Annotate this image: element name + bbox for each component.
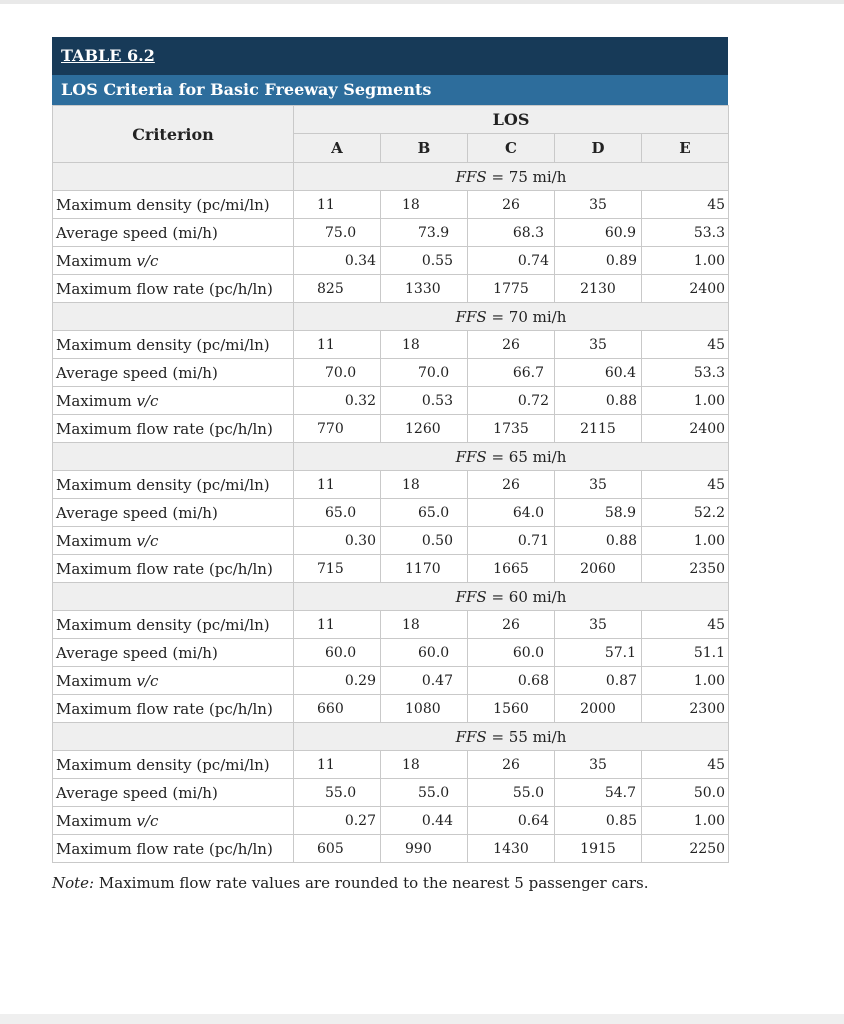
value-cell: 11 (294, 471, 381, 499)
note-text: Maximum flow rate values are rounded to the nearest 5 passenger cars. (94, 874, 649, 892)
value-cell: 1.00 (642, 247, 729, 275)
value-cell: 35 (555, 471, 642, 499)
table-row (53, 555, 729, 583)
value-cell: 60.4 (555, 359, 642, 387)
value-cell: 0.74 (468, 247, 555, 275)
table-row (53, 695, 729, 723)
value-cell: 715 (294, 555, 381, 583)
value-cell: 68.3 (468, 219, 555, 247)
value-cell: 53.3 (642, 359, 729, 387)
value-cell: 1915 (555, 835, 642, 863)
ffs-value: = 65 mi/h (491, 447, 567, 466)
criterion-cell (53, 527, 294, 555)
value-cell: 66.7 (468, 359, 555, 387)
ffs-label: FFS (455, 447, 487, 466)
value-cell: 1.00 (642, 527, 729, 555)
value-cell: 18 (381, 751, 468, 779)
value-cell: 18 (381, 191, 468, 219)
value-cell: 70.0 (294, 359, 381, 387)
value-cell: 0.27 (294, 807, 381, 835)
value-cell: 1330 (381, 275, 468, 303)
value-cell: 35 (555, 611, 642, 639)
value-cell: 1775 (468, 275, 555, 303)
criterion-prefix: Maximum (56, 531, 137, 550)
ffs-blank-cell (53, 163, 294, 191)
value-cell: 2350 (642, 555, 729, 583)
value-cell: 1665 (468, 555, 555, 583)
value-cell: 26 (468, 611, 555, 639)
table-row (53, 247, 729, 275)
table-row (53, 471, 729, 499)
value-cell: 2000 (555, 695, 642, 723)
table-row (53, 499, 729, 527)
value-cell: 53.3 (642, 219, 729, 247)
value-cell: 11 (294, 191, 381, 219)
table-row (53, 191, 729, 219)
ffs-heading (294, 723, 729, 751)
value-cell: 45 (642, 751, 729, 779)
ffs-label: FFS (455, 587, 487, 606)
los-column-header: B (381, 134, 468, 163)
top-bar (0, 0, 844, 4)
value-cell: 0.44 (381, 807, 468, 835)
criterion-prefix: Maximum (56, 251, 137, 270)
criterion-cell: Average speed (mi/h) (53, 359, 294, 387)
criterion-cell: Maximum density (pc/mi/ln) (53, 331, 294, 359)
criterion-variable: v/c (136, 391, 159, 410)
value-cell: 55.0 (294, 779, 381, 807)
ffs-heading (294, 583, 729, 611)
table-note (52, 874, 752, 892)
value-cell: 0.68 (468, 667, 555, 695)
criterion-cell: Maximum flow rate (pc/h/ln) (53, 835, 294, 863)
value-cell: 0.53 (381, 387, 468, 415)
value-cell: 0.71 (468, 527, 555, 555)
value-cell: 18 (381, 471, 468, 499)
los-table-container (52, 37, 728, 863)
value-cell: 2130 (555, 275, 642, 303)
criterion-cell: Maximum density (pc/mi/ln) (53, 611, 294, 639)
criterion-variable: v/c (136, 811, 159, 830)
value-cell: 1.00 (642, 667, 729, 695)
value-cell: 65.0 (381, 499, 468, 527)
ffs-value: = 55 mi/h (491, 727, 567, 746)
value-cell: 65.0 (294, 499, 381, 527)
value-cell: 60.0 (294, 639, 381, 667)
ffs-label: FFS (455, 167, 487, 186)
value-cell: 60.0 (381, 639, 468, 667)
value-cell: 55.0 (468, 779, 555, 807)
value-cell: 0.55 (381, 247, 468, 275)
value-cell: 18 (381, 611, 468, 639)
value-cell: 64.0 (468, 499, 555, 527)
ffs-section-row (53, 163, 729, 191)
ffs-value: = 75 mi/h (491, 167, 567, 186)
value-cell: 0.30 (294, 527, 381, 555)
value-cell: 0.87 (555, 667, 642, 695)
criterion-cell: Average speed (mi/h) (53, 639, 294, 667)
ffs-blank-cell (53, 443, 294, 471)
value-cell: 45 (642, 191, 729, 219)
value-cell: 0.72 (468, 387, 555, 415)
value-cell: 35 (555, 191, 642, 219)
criterion-cell: Maximum density (pc/mi/ln) (53, 751, 294, 779)
criterion-cell: Average speed (mi/h) (53, 219, 294, 247)
table-row (53, 807, 729, 835)
value-cell: 605 (294, 835, 381, 863)
value-cell: 58.9 (555, 499, 642, 527)
value-cell: 70.0 (381, 359, 468, 387)
ffs-section-row (53, 723, 729, 751)
los-column-header: C (468, 134, 555, 163)
value-cell: 0.88 (555, 527, 642, 555)
table-label: TABLE 6.2 (52, 37, 728, 75)
value-cell: 11 (294, 331, 381, 359)
ffs-section-row (53, 583, 729, 611)
los-column-header: D (555, 134, 642, 163)
table-row (53, 835, 729, 863)
value-cell: 0.88 (555, 387, 642, 415)
los-column-header: E (642, 134, 729, 163)
value-cell: 54.7 (555, 779, 642, 807)
criterion-cell: Maximum flow rate (pc/h/ln) (53, 555, 294, 583)
criterion-cell (53, 667, 294, 695)
table-row (53, 611, 729, 639)
criterion-variable: v/c (136, 251, 159, 270)
value-cell: 26 (468, 751, 555, 779)
criterion-variable: v/c (136, 531, 159, 550)
ffs-heading (294, 163, 729, 191)
value-cell: 26 (468, 191, 555, 219)
criterion-prefix: Maximum (56, 391, 137, 410)
value-cell: 770 (294, 415, 381, 443)
value-cell: 1260 (381, 415, 468, 443)
ffs-blank-cell (53, 303, 294, 331)
table-row (53, 359, 729, 387)
value-cell: 57.1 (555, 639, 642, 667)
ffs-blank-cell (53, 723, 294, 751)
table-row (53, 527, 729, 555)
ffs-heading (294, 443, 729, 471)
ffs-blank-cell (53, 583, 294, 611)
value-cell: 26 (468, 471, 555, 499)
value-cell: 1170 (381, 555, 468, 583)
value-cell: 45 (642, 331, 729, 359)
criterion-prefix: Maximum (56, 671, 137, 690)
criterion-cell (53, 247, 294, 275)
value-cell: 75.0 (294, 219, 381, 247)
table-row (53, 639, 729, 667)
value-cell: 35 (555, 751, 642, 779)
criterion-cell (53, 387, 294, 415)
los-group-header: LOS (294, 106, 729, 134)
criterion-variable: v/c (136, 671, 159, 690)
note-label: Note: (52, 874, 95, 892)
value-cell: 2400 (642, 275, 729, 303)
value-cell: 2060 (555, 555, 642, 583)
ffs-value: = 60 mi/h (491, 587, 567, 606)
value-cell: 0.85 (555, 807, 642, 835)
criterion-header: Criterion (53, 106, 294, 163)
criterion-cell: Maximum density (pc/mi/ln) (53, 191, 294, 219)
table-row (53, 275, 729, 303)
value-cell: 825 (294, 275, 381, 303)
value-cell: 0.64 (468, 807, 555, 835)
value-cell: 0.89 (555, 247, 642, 275)
table-caption: LOS Criteria for Basic Freeway Segments (52, 75, 728, 105)
value-cell: 660 (294, 695, 381, 723)
los-table (52, 105, 729, 863)
value-cell: 11 (294, 611, 381, 639)
criterion-cell: Average speed (mi/h) (53, 499, 294, 527)
value-cell: 0.29 (294, 667, 381, 695)
value-cell: 0.34 (294, 247, 381, 275)
value-cell: 55.0 (381, 779, 468, 807)
value-cell: 45 (642, 611, 729, 639)
table-row (53, 751, 729, 779)
value-cell: 52.2 (642, 499, 729, 527)
ffs-section-row (53, 303, 729, 331)
value-cell: 1735 (468, 415, 555, 443)
table-row (53, 667, 729, 695)
los-column-header: A (294, 134, 381, 163)
ffs-label: FFS (455, 727, 487, 746)
criterion-cell: Maximum flow rate (pc/h/ln) (53, 695, 294, 723)
table-row (53, 387, 729, 415)
table-row (53, 415, 729, 443)
ffs-label: FFS (455, 307, 487, 326)
table-row (53, 219, 729, 247)
criterion-cell (53, 807, 294, 835)
table-row (53, 331, 729, 359)
value-cell: 11 (294, 751, 381, 779)
value-cell: 1080 (381, 695, 468, 723)
value-cell: 1430 (468, 835, 555, 863)
value-cell: 2400 (642, 415, 729, 443)
value-cell: 73.9 (381, 219, 468, 247)
value-cell: 2115 (555, 415, 642, 443)
criterion-cell: Average speed (mi/h) (53, 779, 294, 807)
ffs-value: = 70 mi/h (491, 307, 567, 326)
value-cell: 0.32 (294, 387, 381, 415)
value-cell: 1.00 (642, 807, 729, 835)
value-cell: 1.00 (642, 387, 729, 415)
value-cell: 35 (555, 331, 642, 359)
ffs-heading (294, 303, 729, 331)
value-cell: 0.50 (381, 527, 468, 555)
value-cell: 50.0 (642, 779, 729, 807)
value-cell: 60.9 (555, 219, 642, 247)
value-cell: 26 (468, 331, 555, 359)
value-cell: 990 (381, 835, 468, 863)
value-cell: 60.0 (468, 639, 555, 667)
value-cell: 2250 (642, 835, 729, 863)
ffs-section-row (53, 443, 729, 471)
value-cell: 51.1 (642, 639, 729, 667)
table-row (53, 779, 729, 807)
value-cell: 18 (381, 331, 468, 359)
value-cell: 2300 (642, 695, 729, 723)
criterion-cell: Maximum density (pc/mi/ln) (53, 471, 294, 499)
value-cell: 1560 (468, 695, 555, 723)
criterion-prefix: Maximum (56, 811, 137, 830)
value-cell: 45 (642, 471, 729, 499)
criterion-cell: Maximum flow rate (pc/h/ln) (53, 415, 294, 443)
criterion-cell: Maximum flow rate (pc/h/ln) (53, 275, 294, 303)
value-cell: 0.47 (381, 667, 468, 695)
bottom-bar (0, 1014, 844, 1024)
